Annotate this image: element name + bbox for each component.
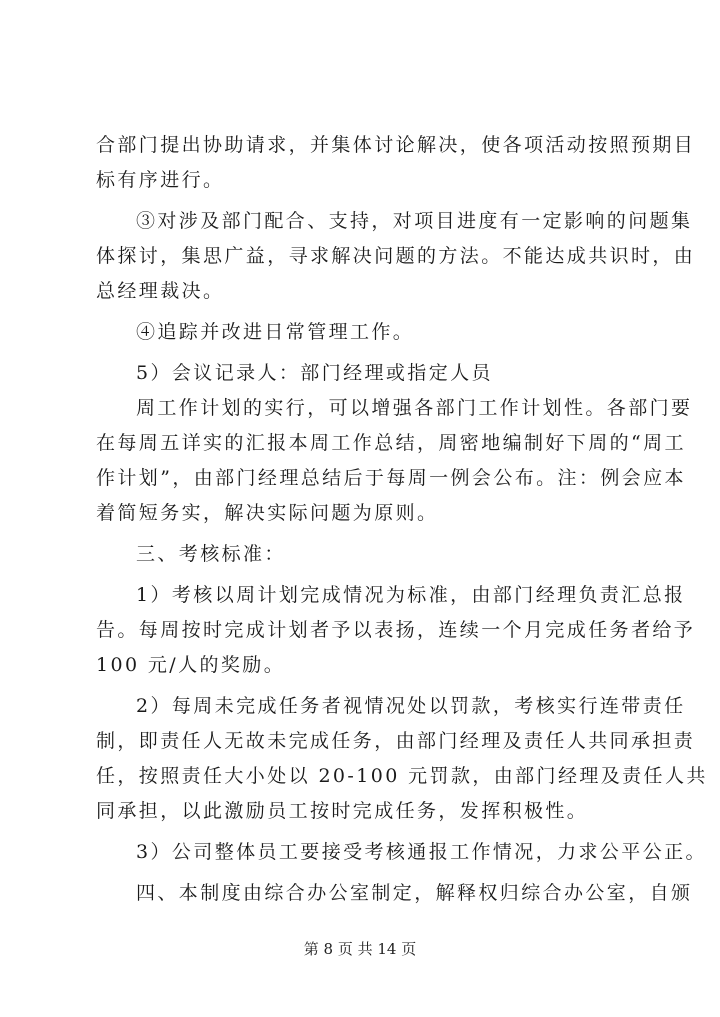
text-line: 合部门提出协助请求，并集体讨论解决，使各项活动按照预期目: [96, 134, 696, 156]
text-line: 3）公司整体员工要接受考核通报工作情况，力求公平公正。: [136, 841, 707, 863]
text-line: 1）考核以周计划完成情况为标准，由部门经理负责汇总报: [136, 584, 686, 606]
text-line: 作计划”，由部门经理总结后于每周一例会公布。注：例会应本: [96, 467, 686, 489]
text-line: ④追踪并改进日常管理工作。: [136, 321, 415, 343]
text-line: 着简短务实，解决实际问题为原则。: [96, 502, 439, 524]
text-line: 体探讨，集思广益，寻求解决问题的方法。不能达成共识时，由: [96, 245, 696, 267]
text-line: 告。每周按时完成计划者予以表扬，连续一个月完成任务者给予: [96, 619, 696, 641]
text-line: 标有序进行。: [96, 169, 225, 191]
text-line: 周工作计划的实行，可以增强各部门工作计划性。各部门要: [136, 397, 693, 419]
text-line: ③对涉及部门配合、支持，对项目进度有一定影响的问题集: [136, 210, 693, 232]
document-body: [96, 128, 708, 911]
section-heading: 三、考核标准：: [136, 543, 286, 565]
text-line: 在每周五详实的汇报本周工作总结，周密地编制好下周的“周工: [96, 432, 686, 454]
text-line: 制，即责任人无故未完成任务，由部门经理及责任人共同承担责: [96, 730, 696, 752]
text-line: 5）会议记录人：部门经理或指定人员: [136, 362, 493, 384]
text-line: 总经理裁决。: [96, 280, 225, 302]
section-heading: 四、本制度由综合办公室制定，解释权归综合办公室，自颁: [136, 882, 693, 904]
text-line: 100 元/人的奖励。: [96, 654, 286, 676]
text-line: 任，按照责任大小处以 20-100 元罚款，由部门经理及责任人共: [96, 765, 708, 787]
page-number-footer: 第 8 页 共 14 页: [303, 940, 417, 958]
text-line: 同承担，以此激励员工按时完成任务，发挥积极性。: [96, 800, 589, 822]
text-line: 2）每周未完成任务者视情况处以罚款，考核实行连带责任: [136, 695, 686, 717]
